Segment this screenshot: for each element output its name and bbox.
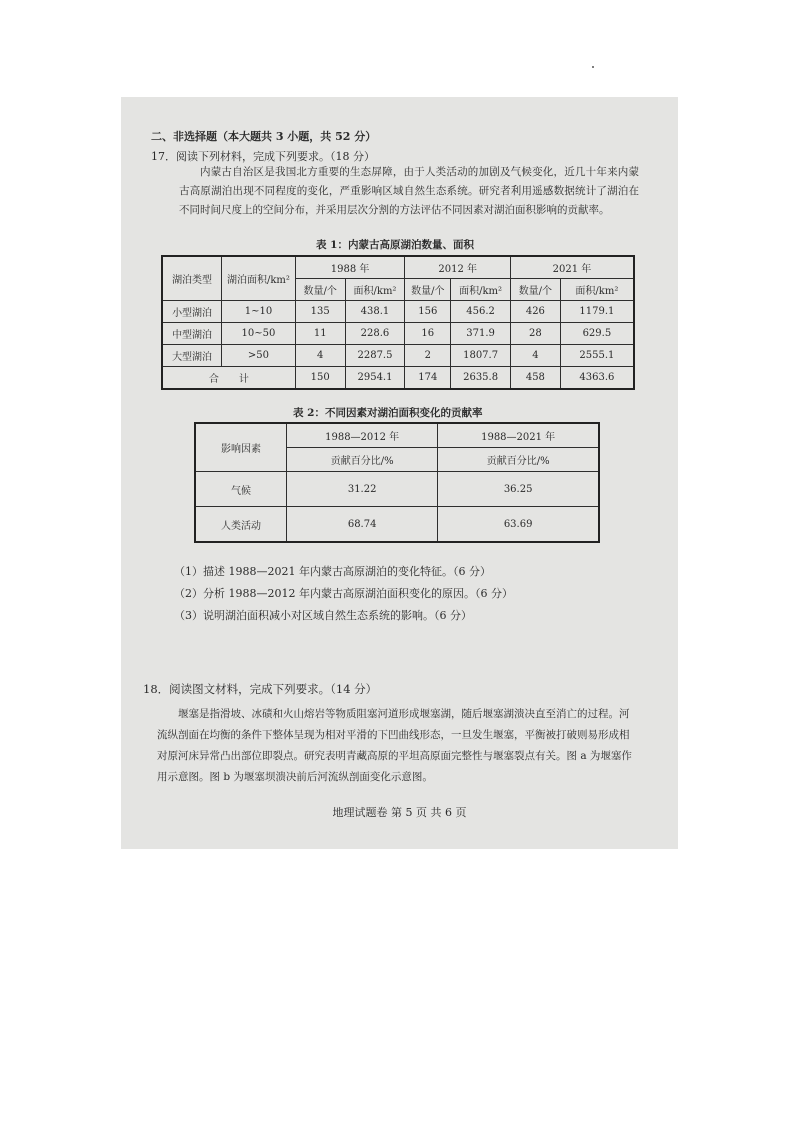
- cell: 28: [511, 323, 561, 345]
- subquestion: （1）描述 1988—2021 年内蒙古高原湖泊的变化特征。（6 分）: [174, 565, 491, 578]
- cell: 气候: [195, 472, 287, 507]
- section-heading: 二、非选择题（本大题共 3 小题，共 52 分）: [151, 130, 377, 143]
- cell: 438.1: [345, 301, 405, 323]
- cell: 1807.7: [451, 345, 511, 367]
- subheader-count: 数量/个: [295, 279, 345, 301]
- header-year: 2021 年: [511, 256, 635, 279]
- header-lake-type: 湖泊类型: [162, 256, 222, 301]
- question-17-subquestions: [174, 561, 513, 627]
- table-2: [194, 422, 600, 543]
- table-row: [162, 301, 634, 323]
- cell: 2: [405, 345, 451, 367]
- table-row: [162, 345, 634, 367]
- cell: 4: [511, 345, 561, 367]
- subheader-unit: 贡献百分比/%: [438, 448, 599, 472]
- cell: 36.25: [438, 472, 599, 507]
- cell: 371.9: [451, 323, 511, 345]
- header-year: 2012 年: [405, 256, 511, 279]
- cell: 16: [405, 323, 451, 345]
- table-total-row: [162, 367, 634, 390]
- cell: 629.5: [560, 323, 634, 345]
- cell: 63.69: [438, 507, 599, 543]
- header-year: 1988 年: [295, 256, 405, 279]
- question-17-intro: 内蒙古自治区是我国北方重要的生态屏障，由于人类活动的加剧及气候变化，近几十年来内蒙古高原湖泊出现不同程度的变化，严重影响区域自然生态系统。研究者利用遥感数据统计了湖泊在不同时间尺度上的空间分布，并采用层次分割的方法评估不同因素对湖泊面积影响的贡献率。: [179, 166, 639, 216]
- table-2-caption: 表 2：不同因素对湖泊面积变化的贡献率: [293, 407, 483, 419]
- cell: 150: [295, 367, 345, 390]
- total-label: 合 计: [162, 367, 295, 390]
- cell: 135: [295, 301, 345, 323]
- cell: >50: [222, 345, 296, 367]
- cell: 2954.1: [345, 367, 405, 390]
- subquestion: （2）分析 1988—2012 年内蒙古高原湖泊面积变化的原因。（6 分）: [174, 587, 513, 600]
- subheader-area: 面积/km²: [560, 279, 634, 301]
- cell: 11: [295, 323, 345, 345]
- subquestion: （3）说明湖泊面积减小对区域自然生态系统的影响。（6 分）: [174, 609, 472, 622]
- cell: 458: [511, 367, 561, 390]
- cell: 456.2: [451, 301, 511, 323]
- subheader-area: 面积/km²: [451, 279, 511, 301]
- cell: 中型湖泊: [162, 323, 222, 345]
- cell: 人类活动: [195, 507, 287, 543]
- cell: 156: [405, 301, 451, 323]
- subheader-count: 数量/个: [405, 279, 451, 301]
- speck: [592, 66, 594, 68]
- cell: 228.6: [345, 323, 405, 345]
- cell: 174: [405, 367, 451, 390]
- exam-page: [121, 97, 678, 849]
- cell: 31.22: [287, 472, 438, 507]
- cell: 小型湖泊: [162, 301, 222, 323]
- table-1-caption: 表 1：内蒙古高原湖泊数量、面积: [316, 239, 474, 251]
- cell: 2635.8: [451, 367, 511, 390]
- header-period: 1988—2012 年: [287, 423, 438, 448]
- cell: 4363.6: [560, 367, 634, 390]
- subheader-count: 数量/个: [511, 279, 561, 301]
- cell: 大型湖泊: [162, 345, 222, 367]
- table-row: [195, 507, 599, 543]
- cell: 2287.5: [345, 345, 405, 367]
- subheader-unit: 贡献百分比/%: [287, 448, 438, 472]
- question-17-heading: 17．阅读下列材料，完成下列要求。（18 分）: [151, 150, 375, 163]
- cell: 426: [511, 301, 561, 323]
- subheader-area: 面积/km²: [345, 279, 405, 301]
- table-1: [161, 255, 635, 390]
- cell: 68.74: [287, 507, 438, 543]
- header-lake-area: 湖泊面积/km²: [222, 256, 296, 301]
- header-period: 1988—2021 年: [438, 423, 599, 448]
- question-18-text: 堰塞是指滑坡、冰碛和火山熔岩等物质阻塞河道形成堰塞湖，随后堰塞湖溃决直至消亡的过程。河流纵剖面在均衡的条件下整体呈现为相对平滑的下凹曲线形态，一旦发生堰塞，平衡被打破则易形成相对原河床异常凸出部位即裂点。研究表明青藏高原的平坦高原面完整性与堰塞裂点有关。图 a 为堰塞作用示意图。图 b 为堰塞坝溃决前后河流纵剖面变化示意图。: [157, 708, 632, 783]
- page-footer: 地理试题卷 第 5 页 共 6 页: [332, 806, 467, 819]
- cell: 1~10: [222, 301, 296, 323]
- table-row: [195, 472, 599, 507]
- cell: 2555.1: [560, 345, 634, 367]
- cell: 4: [295, 345, 345, 367]
- table-row: [162, 323, 634, 345]
- question-18-heading: 18．阅读图文材料，完成下列要求。（14 分）: [143, 682, 378, 696]
- cell: 1179.1: [560, 301, 634, 323]
- header-factor: 影响因素: [195, 423, 287, 472]
- cell: 10~50: [222, 323, 296, 345]
